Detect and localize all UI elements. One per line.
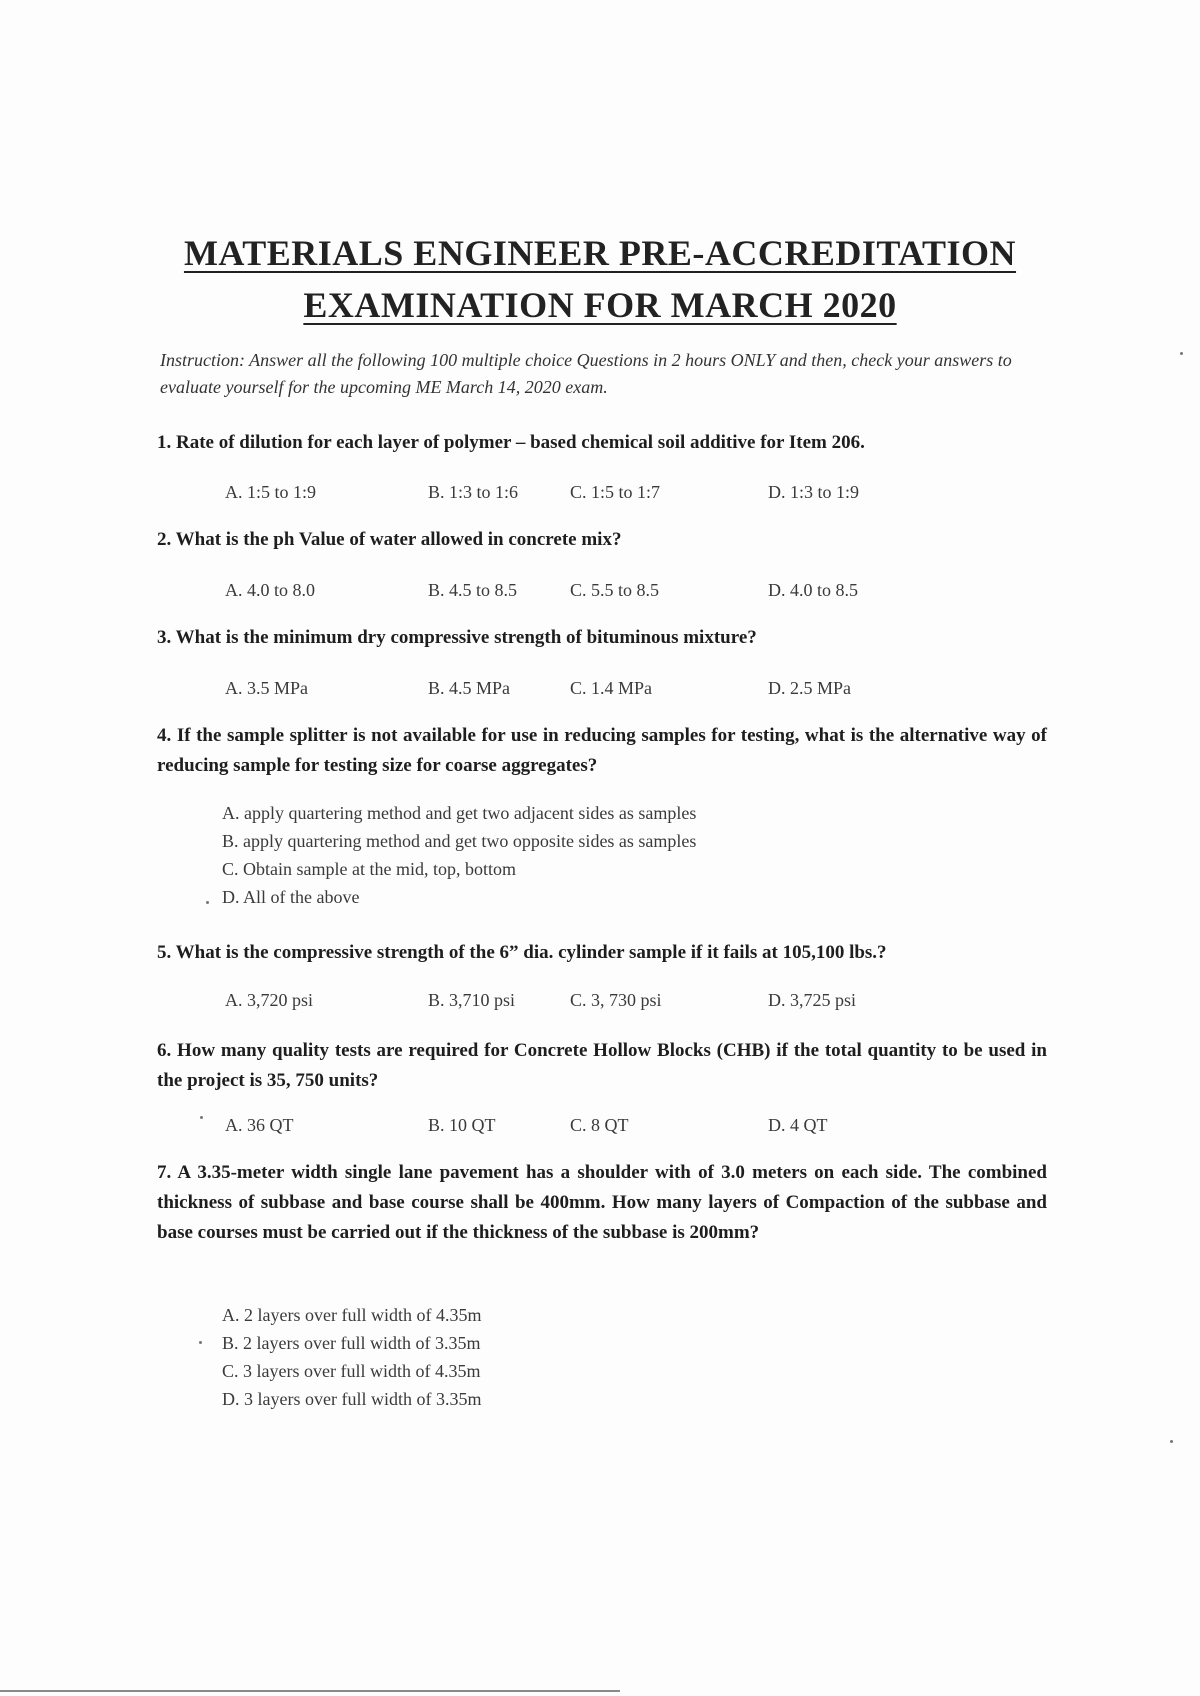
option-c: C. 3 layers over full width of 4.35m bbox=[222, 1361, 481, 1381]
question-3: 3. What is the minimum dry compressive strength of bituminous mixture? bbox=[157, 627, 757, 648]
option-a: A. 1:5 to 1:9 bbox=[225, 482, 317, 502]
question-4: 4. If the sample splitter is not available for use in reducing samples for testing, what is the alternative way of reducing sample for testing size for coarse aggregates? bbox=[157, 725, 1047, 776]
scan-speck bbox=[200, 1116, 203, 1119]
option-b: B. 1:3 to 1:6 bbox=[428, 482, 519, 502]
option-a: A. 2 layers over full width of 4.35m bbox=[222, 1305, 482, 1325]
instruction-text: Instruction: Answer all the following 100 multiple choice Questions in 2 hours ONLY and then, check your answers to evaluate yourself for the upcoming ME March 14, 2020 exam. bbox=[160, 350, 1012, 397]
question-6: 6. How many quality tests are required for Concrete Hollow Blocks (CHB) if the total quantity to be used in the project is 35, 750 units? bbox=[157, 1040, 1047, 1091]
option-d: D. 3 layers over full width of 3.35m bbox=[222, 1389, 482, 1409]
scan-speck bbox=[199, 1341, 202, 1344]
option-a: A. 3,720 psi bbox=[225, 990, 314, 1010]
scan-speck bbox=[206, 901, 209, 904]
scan-speck bbox=[1170, 1440, 1173, 1443]
option-d: D. 1:3 to 1:9 bbox=[768, 482, 860, 502]
option-d: D. 4 QT bbox=[768, 1115, 828, 1135]
question-2: 2. What is the ph Value of water allowed in concrete mix? bbox=[157, 529, 622, 550]
option-d: D. 3,725 psi bbox=[768, 990, 857, 1010]
question-7: 7. A 3.35-meter width single lane pavement has a shoulder with of 3.0 meters on each side. The combined thickness of subbase and base course shall be 400mm. How many layers of Compaction of the subbase and base courses must be carried out if the thickness of the subbase is 200mm? bbox=[157, 1162, 1047, 1243]
option-c: C. 5.5 to 8.5 bbox=[570, 580, 660, 600]
exam-title-line-1: MATERIALS ENGINEER PRE-ACCREDITATION bbox=[183, 233, 1017, 273]
question-7-options bbox=[222, 1301, 481, 1413]
page-bottom-edge-line bbox=[0, 1690, 620, 1692]
question-5: 5. What is the compressive strength of the 6” dia. cylinder sample if it fails at 105,100 lbs.? bbox=[157, 942, 887, 963]
option-c: C. 1:5 to 1:7 bbox=[570, 482, 661, 502]
option-d: D. 4.0 to 8.5 bbox=[768, 580, 858, 600]
option-b: B. 2 layers over full width of 3.35m bbox=[222, 1333, 481, 1353]
option-d: D. 2.5 MPa bbox=[768, 678, 852, 698]
option-a: A. 36 QT bbox=[225, 1115, 294, 1135]
option-c: C. Obtain sample at the mid, top, bottom bbox=[222, 859, 516, 879]
option-a: A. 3.5 MPa bbox=[225, 678, 309, 698]
option-b: B. 10 QT bbox=[428, 1115, 496, 1135]
option-c: C. 3, 730 psi bbox=[570, 990, 662, 1010]
option-b: B. 3,710 psi bbox=[428, 990, 516, 1010]
scan-speck bbox=[1180, 352, 1183, 355]
option-a: A. apply quartering method and get two adjacent sides as samples bbox=[222, 803, 697, 823]
option-b: B. apply quartering method and get two opposite sides as samples bbox=[222, 831, 697, 851]
exam-title-line-2: EXAMINATION FOR MARCH 2020 bbox=[303, 285, 897, 325]
option-a: A. 4.0 to 8.0 bbox=[225, 580, 315, 600]
option-b: B. 4.5 MPa bbox=[428, 678, 511, 698]
question-1: 1. Rate of dilution for each layer of polymer – based chemical soil additive for Item 206. bbox=[157, 432, 865, 453]
option-c: C. 8 QT bbox=[570, 1115, 629, 1135]
option-d: D. All of the above bbox=[222, 887, 360, 907]
question-4-options bbox=[222, 799, 696, 911]
option-c: C. 1.4 MPa bbox=[570, 678, 653, 698]
option-b: B. 4.5 to 8.5 bbox=[428, 580, 518, 600]
